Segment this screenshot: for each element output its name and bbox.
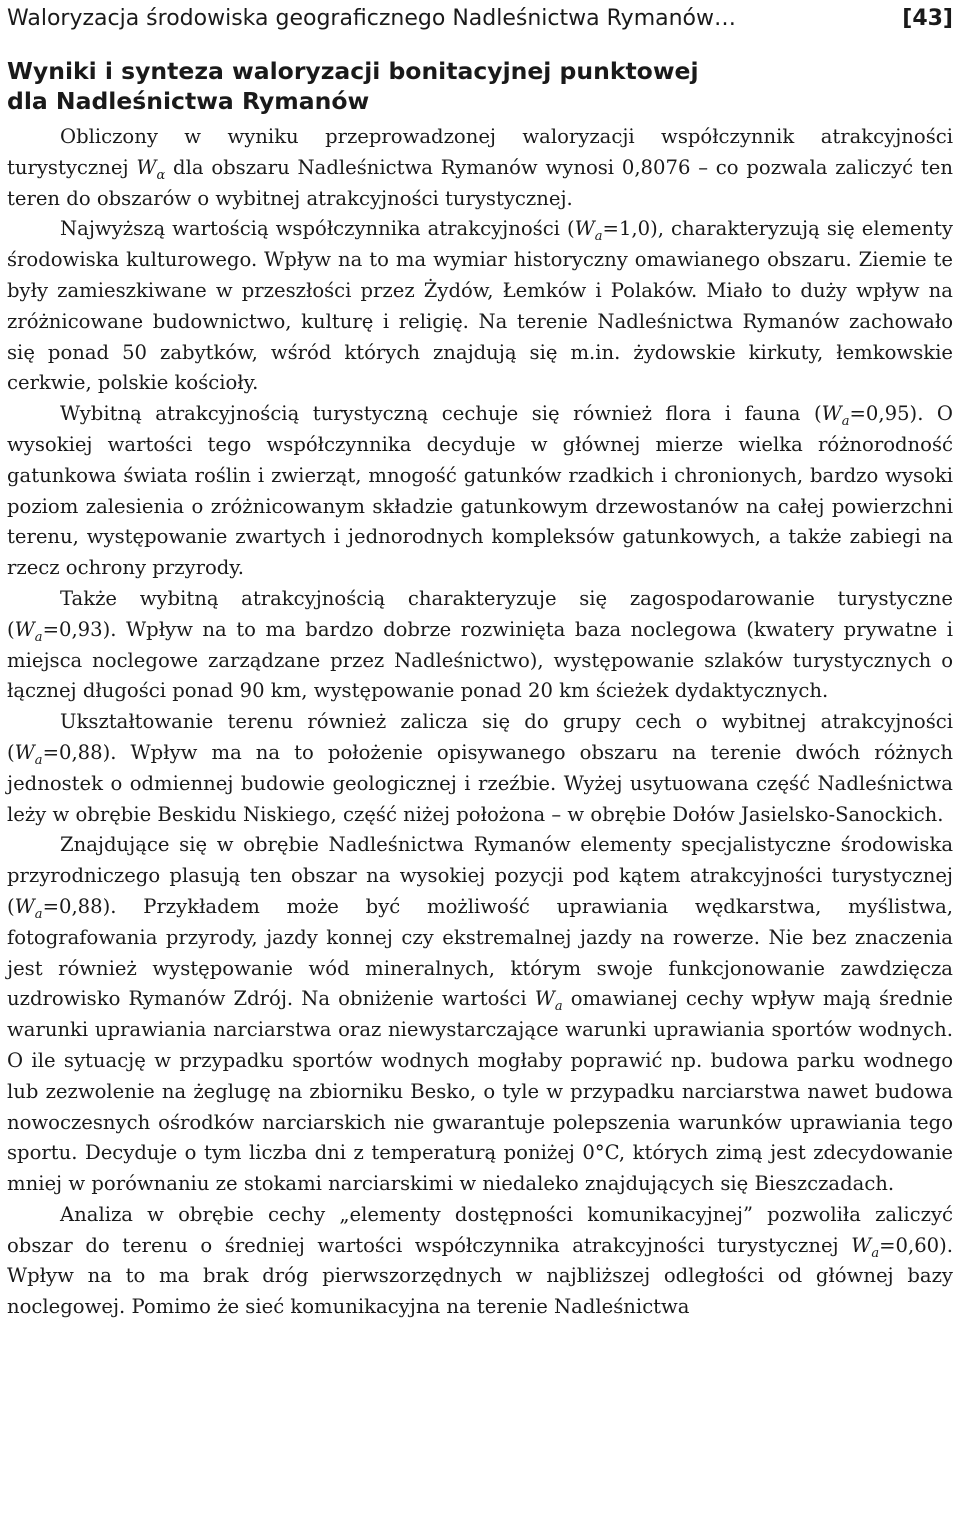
paragraph-3: [7, 399, 953, 584]
paragraph-2: [7, 214, 953, 399]
coefficient-symbol: [574, 217, 603, 245]
section-title-line-1: Wyniki i synteza waloryzacji bonitacyjnej punktowej: [7, 57, 699, 85]
running-title: Waloryzacja środowiska geograficznego Nadleśnictwa Rymanów…: [7, 6, 736, 31]
symbol-subscript: a: [34, 752, 43, 768]
coefficient-symbol: [821, 402, 850, 430]
symbol-base: W: [574, 217, 595, 241]
symbol-base: W: [136, 155, 157, 179]
section-title-line-2: dla Nadleśnictwa Rymanów: [7, 87, 370, 115]
paragraph-5-text-b: =0,88). Wpływ ma na to położenie opisywanego obszaru na terenie dwóch różnych jednostek o odmiennej budowie geologicznej i rzeźbie. Wyżej usytuowana część Nadleśnictwa leży w obrębie Beskidu Niskiego, część niżej położona – w obrębie Dołów Jasielsko-Sanockich.: [7, 740, 953, 826]
paragraph-6-text-c: omawianej cechy wpływ mają średnie warunki uprawiania narciarstwa oraz niewystarczające warunki uprawiania sportów wodnych. O ile sytuację w przypadku sportów wodnych mogłaby poprawić np. budowa parku wodnego lub zezwolenie na żeglugę na zbiorniku Besko, o tyle w przypadku narciarstwa nawet budowa nowoczesnych ośrodków narciarskich nie gwarantuje polepszenia warunków uprawiania tego sportu. Decyduje o tym liczba dni z temperaturą poniżej 0°C, których zimą jest zdecydowanie mniej w porównaniu ze stokami narciarskimi w niedaleko znajdujących się Bieszczadach.: [7, 987, 953, 1196]
symbol-subscript: a: [554, 999, 563, 1015]
paragraph-1-text-b: dla obszaru Nadleśnictwa Rymanów wynosi 0,8076 – co pozwala zaliczyć ten teren do obszarów o wybitnej atrakcyjności turystycznej.: [7, 155, 953, 210]
paragraph-6: [7, 830, 953, 1200]
paragraph-5: [7, 707, 953, 830]
symbol-base: W: [534, 987, 555, 1011]
symbol-subscript: a: [594, 229, 603, 245]
symbol-subscript: a: [34, 629, 43, 645]
paragraph-2-text-b: =1,0), charakteryzują się elementy środowiska kulturowego. Wpływ na to ma wymiar historyczny omawianego obszaru. Ziemie te były zamieszkiwane w przeszłości przez Żydów, Łemków i Polaków. Miało to duży wpływ na zróżnicowane budownictwo, kulturę i religię. Na terenie Nadleśnictwa Rymanów zachowało się ponad 50 zabytków, wśród których znajdują się m.in. żydowskie kirkuty, łemkowskie cerkwie, polskie kościoły.: [7, 217, 953, 395]
symbol-base: W: [14, 894, 35, 918]
paragraph-6-text-b: =0,88). Przykładem może być możliwość uprawiania wędkarstwa, myślistwa, fotografowania przyrody, jazdy konnej czy ekstremalnej jazdy na rowerze. Nie bez znaczenia jest również występowanie wód mineralnych, którym swoje funkcjonowanie zawdzięcza uzdrowisko Rymanów Zdrój. Na obniżenie wartości: [7, 894, 953, 1011]
symbol-subscript: a: [871, 1245, 880, 1261]
coefficient-symbol: [14, 617, 43, 645]
coefficient-symbol: [851, 1233, 880, 1261]
paragraph-5-text-a: Ukształtowanie terenu również zalicza się do grupy cech o wybitnej atrakcyjności (: [7, 710, 953, 764]
symbol-base: W: [851, 1233, 872, 1257]
symbol-base: W: [14, 617, 35, 641]
symbol-subscript: α: [156, 167, 166, 183]
paragraph-1: [7, 122, 953, 214]
paragraph-2-text-a: Najwyższą wartością współczynnika atrakcyjności (: [60, 217, 575, 241]
symbol-base: W: [14, 740, 35, 764]
paragraph-7: [7, 1200, 953, 1323]
symbol-subscript: a: [841, 414, 850, 430]
paragraph-7-text-b: =0,60). Wpływ na to ma brak dróg pierwszorzędnych w najbliższej odległości od głównej bazy noclegowej. Pomimo że sieć komunikacyjna na terenie Nadleśnictwa: [7, 1233, 953, 1319]
coefficient-symbol: [14, 894, 43, 922]
paragraph-6-text-a: Znajdujące się w obrębie Nadleśnictwa Rymanów elementy specjalistyczne środowiska przyrodniczego plasują ten obszar na wysokiej pozycji pod kątem atrakcyjności turystycznej (: [7, 833, 953, 918]
paragraph-4-text-b: =0,93). Wpływ na to ma bardzo dobrze rozwinięta baza noclegowa (kwatery prywatne i miejsca noclegowe zarządzane przez Nadleśnictwo), występowanie szlaków turystycznych o łącznej długości ponad 90 km, występowanie ponad 20 km ścieżek dydaktycznych.: [7, 617, 953, 703]
coefficient-symbol: [136, 155, 166, 183]
paragraph-7-text-a: Analiza w obrębie cechy „elementy dostępności komunikacyjnej” pozwoliła zaliczyć obszar do terenu o średniej wartości współczynnika atrakcyjności turystycznej: [7, 1202, 953, 1257]
paragraph-1-text-a: Obliczony w wyniku przeprowadzonej waloryzacji współczynnik atrakcyjności turystycznej: [7, 125, 953, 179]
paragraph-3-text-b: =0,95). O wysokiej wartości tego współczynnika decyduje w głównej mierze wielka różnorodność gatunkowa świata roślin i zwierząt, mnogość gatunków rzadkich i chronionych, bardzo wysoki poziom zalesienia o zróżnicowanym składzie gatunkowym drzewostanów na całej powierzchni terenu, występowanie zwartych i jednorodnych kompleksów gatunkowych, a także zabiegi na rzecz ochrony przyrody.: [7, 402, 953, 580]
symbol-subscript: a: [34, 906, 43, 922]
body-text: [7, 122, 953, 1323]
paragraph-4-text-a: Także wybitną atrakcyjnością charakteryzuje się zagospodarowanie turystyczne (: [7, 586, 953, 641]
section-title: [7, 56, 953, 116]
running-header: [7, 0, 953, 42]
paragraph-3-text-a: Wybitną atrakcyjnością turystyczną cechuje się również flora i fauna (: [60, 402, 822, 426]
coefficient-symbol: [534, 987, 563, 1015]
symbol-base: W: [821, 402, 842, 426]
paragraph-4: [7, 584, 953, 707]
page-number: [43]: [902, 6, 953, 31]
coefficient-symbol: [14, 740, 43, 768]
